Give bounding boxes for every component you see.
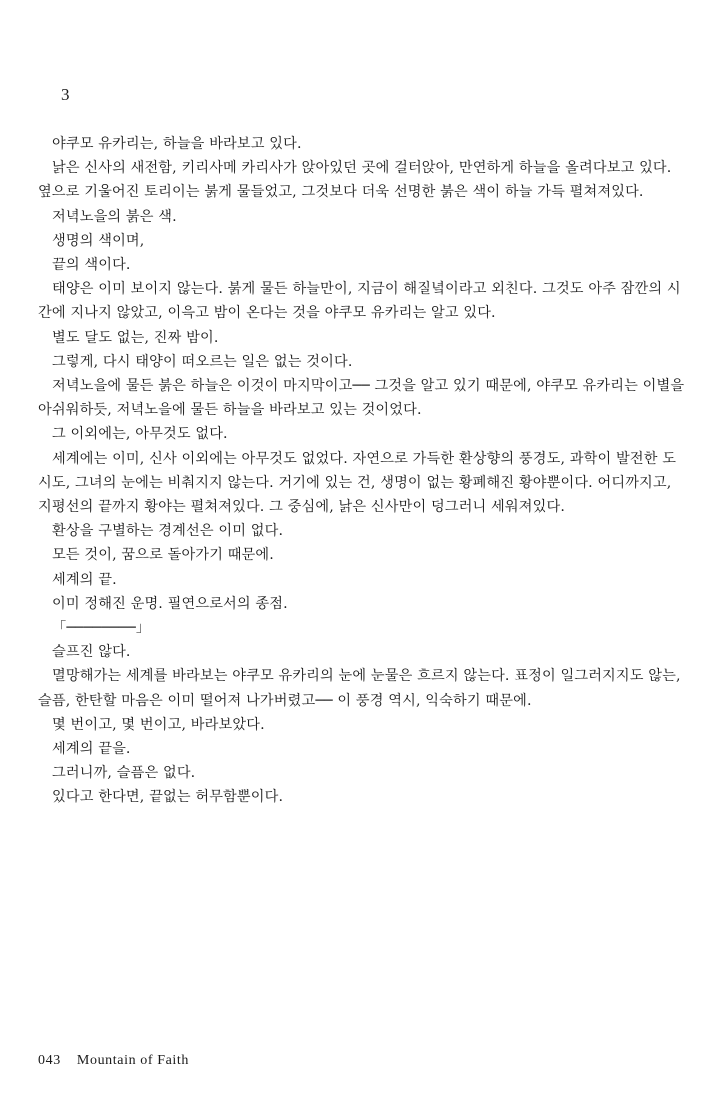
paragraph: 저녁노을의 붉은 색. [52, 208, 177, 225]
paragraph: 세계의 끝을. [52, 741, 131, 758]
paragraph: 별도 달도 없는, 진짜 밤이. [52, 329, 219, 346]
dialogue-line: 「────────」 [52, 620, 151, 637]
paragraph: 야쿠모 유카리는, 하늘을 바라보고 있다. [52, 136, 302, 152]
page-footer [38, 1051, 189, 1071]
paragraph: 태양은 이미 보이지 않는다. 붉게 물든 하늘만이, 지금이 해질녘이라고 외친다. 그것도 아주 잠깐의 시간에 지나지 않았고, 이윽고 밤이 온다는 것을 야쿠모 유카리는 알고 있다. [38, 281, 681, 322]
paragraph: 슬프진 않다. [52, 644, 131, 661]
paragraph: 끝의 색이다. [52, 257, 131, 274]
paragraph: 생명의 색이며, [52, 232, 145, 249]
body-text [38, 132, 688, 810]
paragraph: 저녁노을에 물든 붉은 하늘은 이것이 마지막이고── 그것을 알고 있기 때문에, 야쿠모 유카리는 이별을 아쉬워하듯, 저녁노을에 물든 하늘을 바라보고 있는 것이었다. [38, 378, 689, 419]
paragraph: 이미 정해진 운명. 필연으로서의 종점. [52, 595, 288, 612]
paragraph: 멸망해가는 세계를 바라보는 야쿠모 유카리의 눈에 눈물은 흐르지 않는다. 표정이 일그러지지도 않는, 슬픔, 한탄할 마음은 이미 떨어져 나가버렸고── 이 풍경 역시, 익숙하기 때문에. [38, 668, 686, 709]
page-number: 043 [38, 1053, 61, 1068]
paragraph: 그렇게, 다시 태양이 떠오르는 일은 없는 것이다. [52, 353, 353, 370]
paragraph: 환상을 구별하는 경계선은 이미 없다. [52, 523, 284, 540]
book-title: Mountain of Faith [76, 1053, 190, 1068]
paragraph: 있다고 한다면, 끝없는 허무함뿐이다. [52, 789, 284, 806]
paragraph: 낡은 신사의 새전함, 키리사메 카리사가 앉아있던 곳에 걸터앉아, 만연하게 하늘을 올려다보고 있다. 옆으로 기울어진 토리이는 붉게 물들었고, 그것보다 더욱 선명한 붉은 색이 하늘 가득 펼쳐져있다. [38, 160, 677, 201]
paragraph: 그러니까, 슬픔은 없다. [52, 765, 196, 782]
paragraph: 그 이외에는, 아무것도 없다. [52, 426, 228, 443]
paragraph: 몇 번이고, 몇 번이고, 바라보았다. [52, 716, 265, 733]
paragraph: 세계의 끝. [52, 571, 117, 588]
paragraph: 모든 것이, 꿈으로 돌아가기 때문에. [52, 547, 274, 564]
paragraph: 세계에는 이미, 신사 이외에는 아무것도 없었다. 자연으로 가득한 환상향의 풍경도, 과학이 발전한 도시도, 그녀의 눈에는 비춰지지 않는다. 거기에 있는 건, 생명이 없는 황폐해진 황야뿐이다. 어디까지고, 지평선의 끝까지 황야는 펼쳐져있다. 그 중심에, 낡은 신사만이 덩그러니 세워져있다. [38, 450, 677, 516]
chapter-number: 3 [61, 85, 70, 104]
